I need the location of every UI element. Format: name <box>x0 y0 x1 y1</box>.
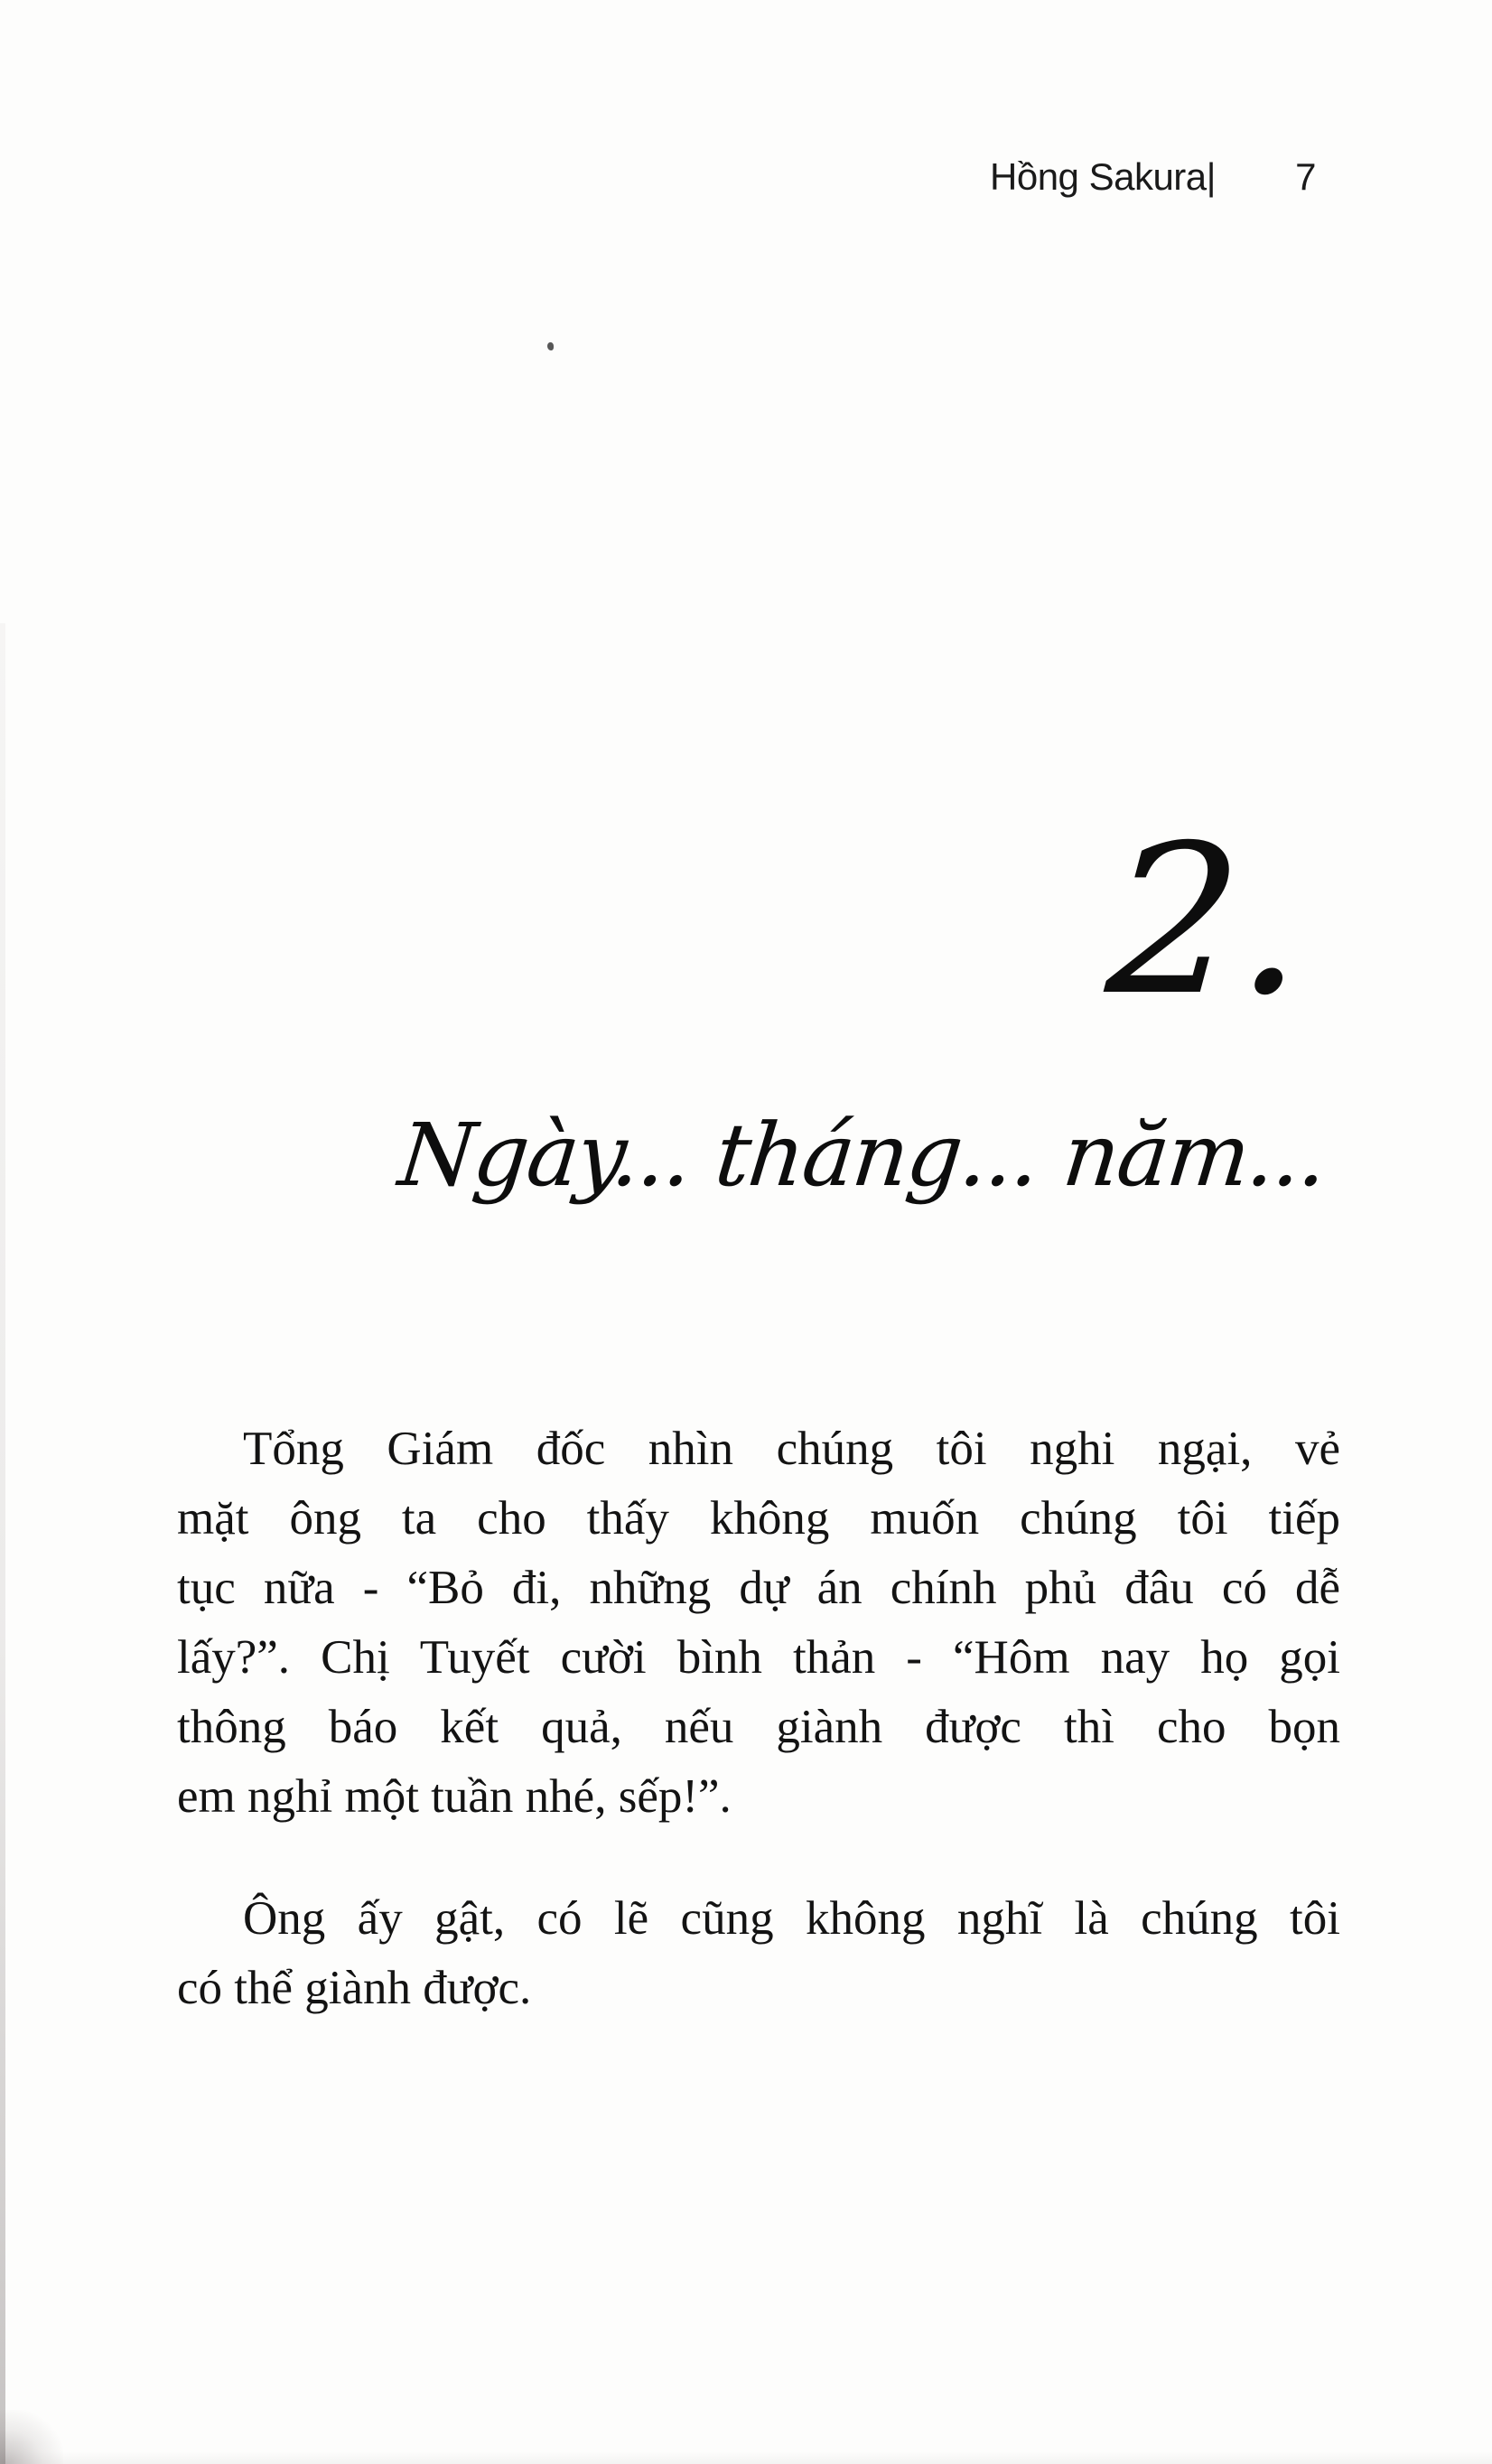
chapter-heading-script: Ngày... tháng... năm... <box>394 1105 1331 1206</box>
page-number: 7 <box>1295 155 1316 198</box>
paragraph-1 <box>177 1414 1340 1832</box>
ink-speck <box>547 342 554 350</box>
text-line: Ông ấy gật, có lẽ cũng không nghĩ là chúng tôi <box>243 1892 1340 1945</box>
chapter-number: 2. <box>1100 800 1314 1041</box>
text-line: mặt ông ta cho thấy không muốn chúng tôi tiếp <box>177 1492 1340 1545</box>
paragraph-2 <box>177 1884 1340 2023</box>
text-line: tục nữa - “Bỏ đi, những dự án chính phủ đâu có dễ <box>177 1562 1340 1614</box>
scan-edge-artifact-left <box>0 623 5 2464</box>
book-title: Hồng Sakura| <box>990 155 1217 198</box>
text-line: thông báo kết quả, nếu giành được thì cho bọn <box>177 1701 1340 1753</box>
text-line: Tổng Giám đốc nhìn chúng tôi nghi ngại, vẻ <box>243 1423 1340 1475</box>
text-line: em nghỉ một tuần nhé, sếp!”. <box>177 1770 732 1823</box>
scan-edge-artifact-bottom <box>0 2451 1492 2464</box>
text-line: lấy?”. Chị Tuyết cười bình thản - “Hôm nay họ gọi <box>177 1631 1340 1684</box>
text-line: có thể giành được. <box>177 1962 532 2014</box>
running-header <box>990 155 1316 199</box>
